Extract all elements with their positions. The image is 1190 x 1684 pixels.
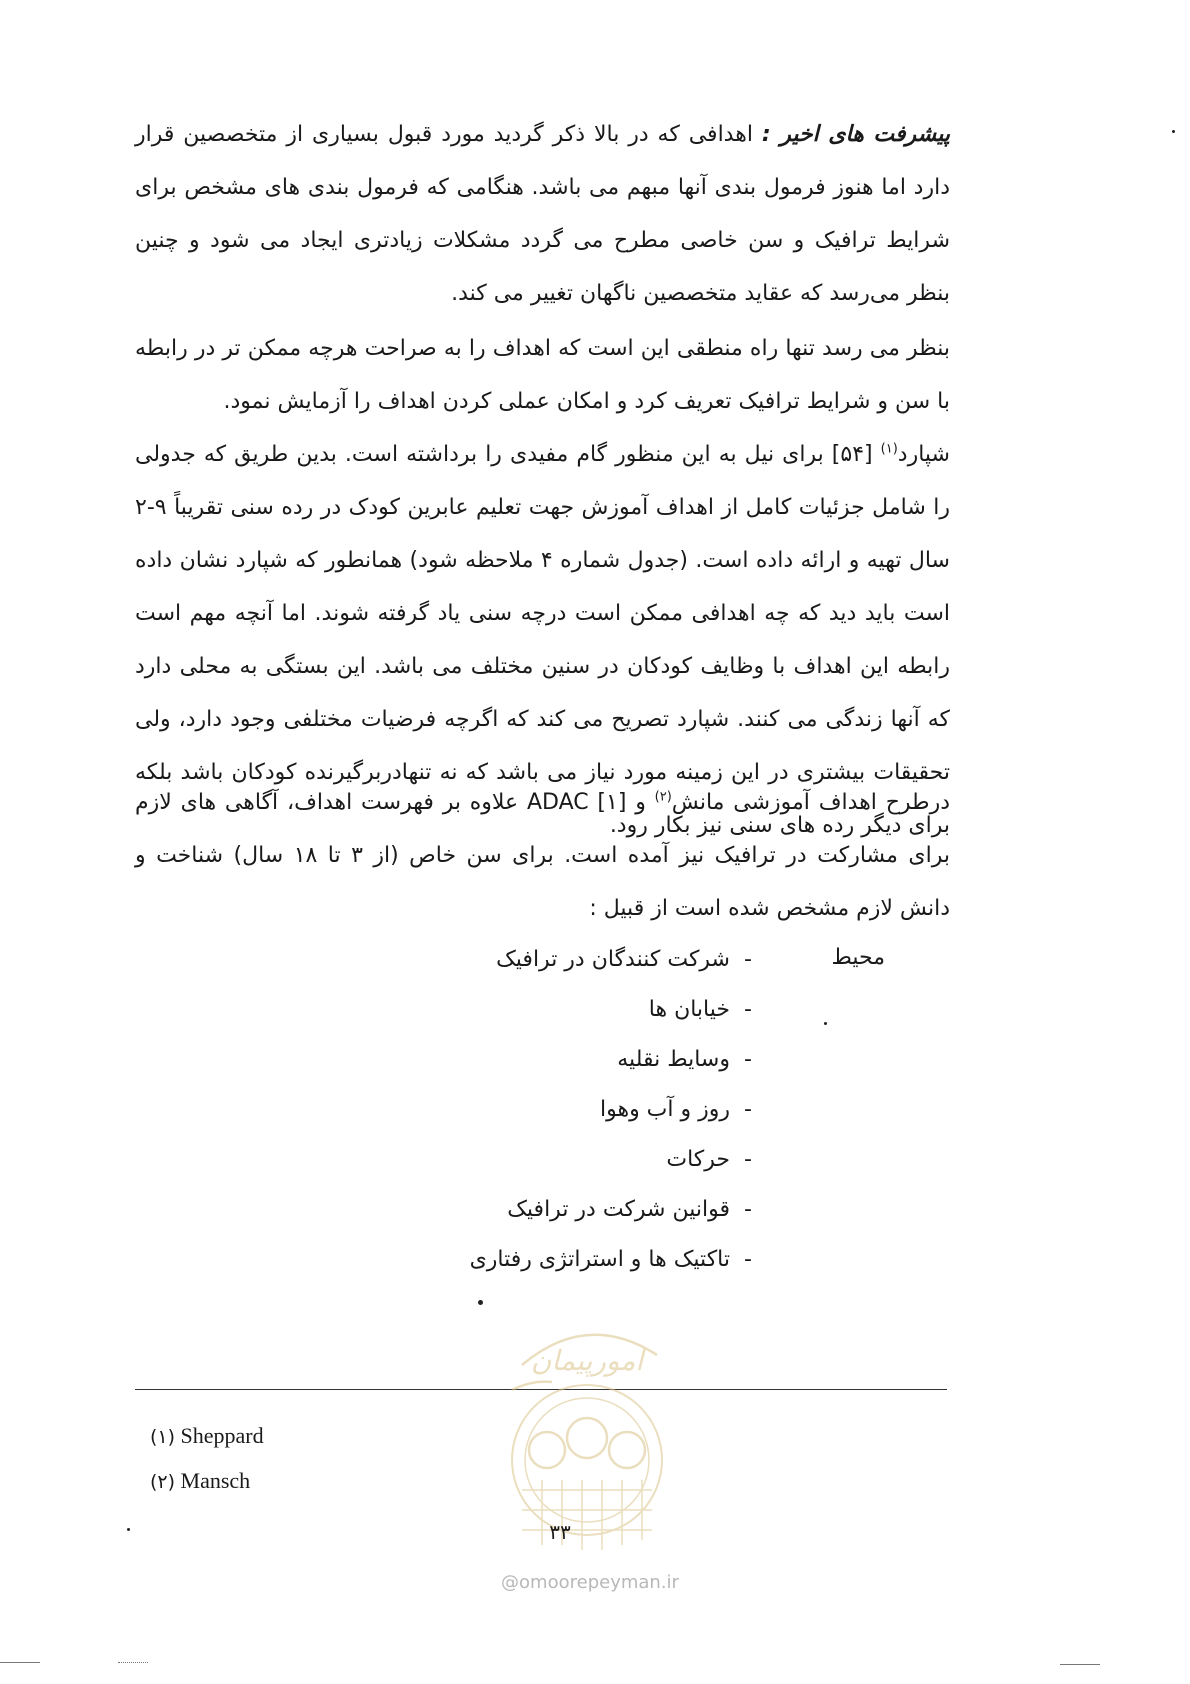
scan-speck [127, 1528, 130, 1531]
footnote-text: Mansch [180, 1468, 251, 1493]
environment-list [352, 945, 752, 1295]
page-number: ۳۳ [549, 1520, 571, 1544]
footnote-1 [150, 1423, 264, 1449]
paragraph-text: اهدافی که در بالا ذکر گردید مورد قبول بسیاری از متخصصین قرار دارد اما هنوز فرمول بندی آنها مبهم می باشد. هنگامی که فرمول بندی های مشخص برای شرایط ترافیک و سن خاصی مطرح می گردد مشکلات زیادتری ایجاد می شود و چنین بنظر می‌رسد که عقاید متخصصین ناگهان تغییر می کند. [135, 122, 950, 306]
footnote-number: (۱) [150, 1426, 176, 1448]
list-item: -وسایط نقلیه [617, 1047, 752, 1072]
list-item: -قوانین شرکت در ترافیک [507, 1197, 752, 1222]
list-item: -روز و آب وهوا [599, 1097, 752, 1122]
paragraph-text-start: شپارد [897, 442, 950, 467]
paragraph-text-start: درطرح اهداف آموزشی مانش [671, 790, 950, 815]
scan-edge-mark [118, 1662, 148, 1663]
list-item: -شرکت کنندگان در ترافیک [496, 947, 752, 972]
footnote-ref-1: (۱) [880, 441, 898, 457]
paragraph-recent-progress [135, 108, 950, 320]
scan-edge-mark [1060, 1664, 1100, 1665]
scan-speck [824, 1022, 827, 1025]
footnote-number: (۲) [150, 1471, 176, 1493]
paragraph-text: [۵۴] برای نیل به این منظور گام مفیدی را برداشته است. بدین طریق که جدولی را شامل جزئیات کامل از اهداف آموزش جهت تعلیم عابرین کودک در رده سنی تقریباً ۹-۲ سال تهیه و ارائه داده است. (جدول شماره ۴ ملاحظه شود) همانطور که شپارد نشان داده است باید دید که چه اهدافی ممکن است درچه سنی یاد گرفته شوند. اما آنچه مهم است رابطه این اهداف با وظایف کودکان در سنین مختلف می باشد. این بستگی به محلی دارد که آنها زندگی می کنند. شپارد تصریح می کند که اگرچه فرضیات مختلفی وجود دارد، ولی تحقیقات بیشتری در این زمینه مورد نیاز می باشد که نه تنهادربرگیرنده کودکان باشد بلکه برای دیگر رده های سنی نیز بکار رود. [135, 442, 950, 838]
list-item: -تاکتیک ها و استراتژی رفتاری [469, 1247, 752, 1272]
footnote-ref-2: (۲) [654, 789, 672, 805]
environment-label: محیط [831, 945, 885, 970]
footnote-2 [150, 1468, 250, 1494]
paragraph-lead-heading: پیشرفت های اخیر : [761, 122, 951, 147]
watermark-logo-text: امورپیمان [530, 1344, 644, 1377]
paragraph-logical-approach: بنظر می رسد تنها راه منطقی این است که اهداف را به صراحت هرچه ممکن تر در رابطه با سن و شرایط ترافیک تعریف کرد و امکان عملی کردن اهداف را آزمایش نمود. [135, 336, 950, 414]
list-item: -خیابان ها [648, 997, 752, 1022]
paragraph-mansch-adac [135, 776, 950, 935]
scan-speck [478, 1300, 483, 1305]
scan-edge-mark [0, 1662, 40, 1663]
watermark-logo [492, 1320, 682, 1570]
footnote-text: Sheppard [180, 1423, 264, 1448]
scan-speck [1172, 130, 1175, 133]
paragraph-text: و ADAC [۱] علاوه بر فهرست اهداف، آگاهی های لازم برای مشارکت در ترافیک نیز آمده است. برای سن خاص (از ۳ تا ۱۸ سال) شناخت و دانش لازم مشخص شده است از قبیل : [135, 790, 950, 921]
list-item: -حرکات [666, 1147, 752, 1172]
watermark-site-text: @omoorepeyman.ir [501, 1572, 679, 1593]
